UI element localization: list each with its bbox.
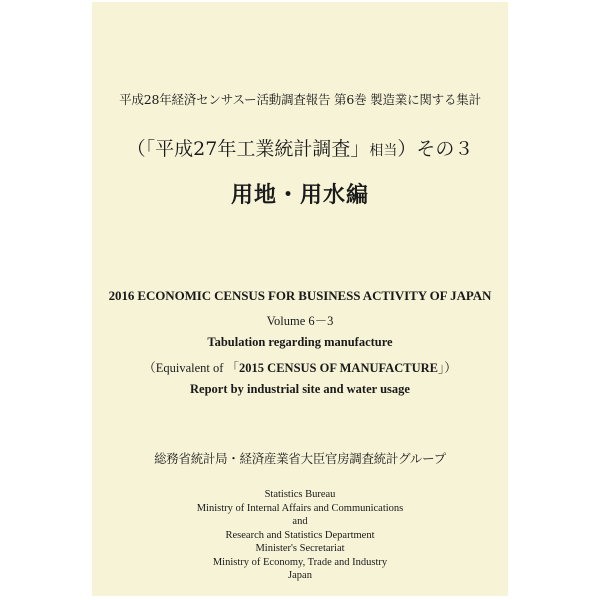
subtitle-end: ）その３ [397,138,474,160]
english-series-title: 2016 ECONOMIC CENSUS FOR BUSINESS ACTIVITY OF JAPAN [108,288,492,303]
publisher-english-line: and [292,516,308,527]
publisher-english-line: Minister's Secretariat [255,543,345,554]
equivalent-suffix: 」） [438,361,457,375]
subtitle-main: （「平成27年工業統計調査」 [126,138,370,160]
publisher-english-line: Ministry of Internal Affairs and Communications [196,502,404,514]
publisher-english-line: Statistics Bureau [264,489,336,500]
main-title: 用地・用水編 [230,183,369,208]
publisher-english-line: Research and Statistics Department [225,529,375,541]
publisher-english-line: Ministry of Economy, Trade and Industry [212,556,388,568]
equivalent-prefix: （Equivalent of 「 [143,361,240,375]
english-volume: Volume 6－3 [266,314,334,328]
subtitle-small: 相当 [369,143,398,159]
publisher-english-line: Japan [288,570,312,581]
report-cover [92,2,508,596]
english-report-title: Report by industrial site and water usage [190,382,410,396]
series-title: 平成28年経済センサスー活動調査報告 第6巻 製造業に関する集計 [119,92,481,107]
english-tabulation: Tabulation regarding manufacture [207,335,393,349]
publisher-japanese: 総務省統計局・経済産業省大臣官房調査統計グループ [154,451,446,466]
equivalent-census-name: 2015 CENSUS OF MANUFACTURE [239,361,439,375]
english-equivalent [92,358,508,376]
subtitle-equivalent [92,134,508,161]
